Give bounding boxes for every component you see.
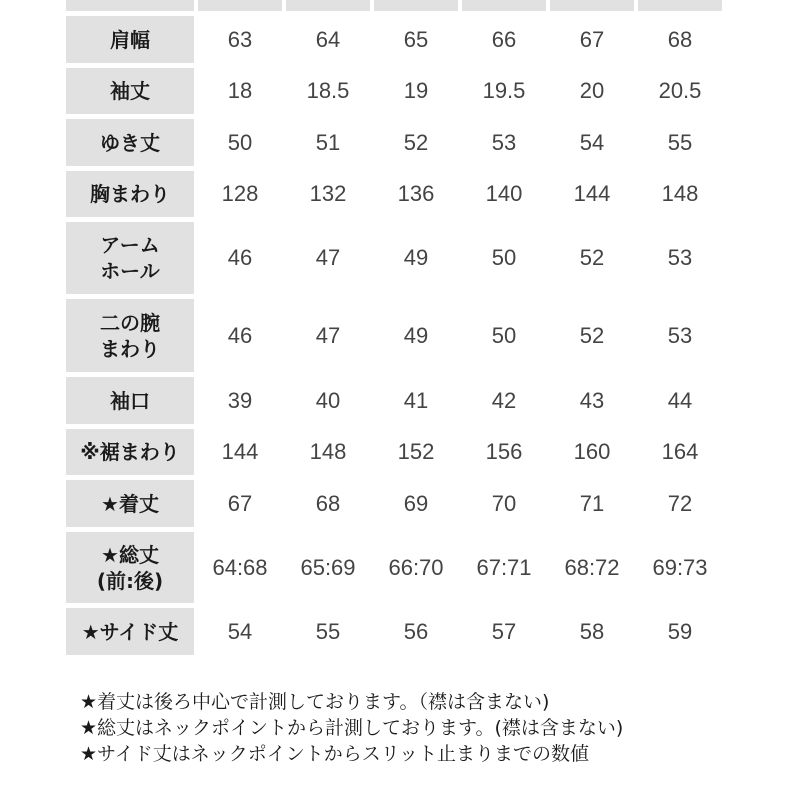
- table-row: [66, 171, 722, 217]
- value-cell: 69: [403, 490, 429, 516]
- value-cell: 63: [227, 26, 253, 52]
- value-cell: 67: [579, 26, 605, 52]
- value-cell: 148: [309, 439, 347, 464]
- table-row: [66, 532, 722, 603]
- value-cell: 52: [403, 129, 429, 155]
- table-row: [66, 429, 722, 475]
- row-label-line: 二の腕: [100, 310, 160, 335]
- value-cell: 50: [491, 322, 517, 348]
- row-label-line: アーム: [100, 233, 160, 257]
- value-cell: 64:68: [212, 554, 268, 580]
- value-cell: 39: [227, 387, 253, 413]
- value-cell: 19.5: [482, 78, 526, 103]
- value-cell: 72: [667, 490, 693, 516]
- value-cell: 46: [227, 322, 253, 348]
- value-cell: 144: [573, 181, 611, 206]
- value-cell: 55: [667, 129, 693, 155]
- value-cell: 152: [397, 439, 435, 464]
- value-cell: 18.5: [306, 78, 350, 103]
- value-cell: 140: [485, 181, 523, 206]
- row-label: ★サイド丈: [66, 608, 194, 655]
- value-cell: 52: [579, 245, 605, 270]
- row-label: 胸まわり: [66, 171, 194, 217]
- measurement-notes: [80, 689, 720, 767]
- header-size-cell: [550, 0, 634, 11]
- header-size-cell: [462, 0, 546, 11]
- value-cell: 40: [315, 387, 341, 413]
- row-label: ★着丈: [66, 480, 194, 527]
- value-cell: 20: [579, 78, 605, 103]
- value-cell: 64: [315, 26, 341, 52]
- value-cell: 128: [221, 181, 259, 206]
- value-cell: 65: [403, 26, 429, 52]
- row-label: 袖丈: [66, 68, 194, 114]
- row-label-line: (前:後): [96, 568, 164, 593]
- value-cell: 43: [579, 387, 605, 413]
- value-cell: 68:72: [564, 554, 620, 580]
- value-cell: 44: [667, 387, 693, 413]
- value-cell: 52: [579, 322, 605, 348]
- value-cell: 20.5: [658, 78, 702, 103]
- value-cell: 47: [315, 245, 341, 270]
- value-cell: 160: [573, 439, 611, 464]
- row-label: ゆき丈: [66, 119, 194, 166]
- value-cell: 18: [227, 78, 253, 103]
- table-row: [66, 119, 722, 166]
- value-cell: 55: [315, 618, 341, 644]
- value-cell: 68: [315, 490, 341, 516]
- value-cell: 70: [491, 490, 517, 516]
- row-label: [66, 299, 194, 372]
- row-label-line: ★総丈: [101, 542, 159, 567]
- header-corner-cell: [66, 0, 194, 11]
- value-cell: 50: [491, 245, 517, 270]
- value-cell: 42: [491, 387, 517, 413]
- value-cell: 68: [667, 26, 693, 52]
- value-cell: 56: [403, 618, 429, 644]
- value-cell: 50: [227, 129, 253, 155]
- value-cell: 53: [491, 129, 517, 155]
- value-cell: 156: [485, 439, 523, 464]
- value-cell: 65:69: [300, 554, 356, 580]
- value-cell: 136: [397, 181, 435, 206]
- header-size-cell: [638, 0, 722, 11]
- value-cell: 58: [579, 618, 605, 644]
- value-cell: 144: [221, 439, 259, 464]
- table-row: [66, 68, 722, 114]
- value-cell: 67:71: [476, 554, 532, 580]
- value-cell: 59: [667, 618, 693, 644]
- note-line: ★着丈は後ろ中心で計測しております。（襟は含まない): [80, 691, 550, 713]
- table-row: [66, 16, 722, 63]
- table-row: [66, 608, 722, 655]
- note-line: ★サイド丈はネックポイントからスリット止まりまでの数値: [80, 743, 589, 765]
- value-cell: 19: [403, 78, 429, 103]
- table-header-row: [66, 0, 722, 11]
- value-cell: 53: [667, 322, 693, 348]
- table-row: [66, 480, 722, 527]
- row-label-line: ホール: [100, 259, 160, 283]
- row-label: 袖口: [66, 377, 194, 424]
- value-cell: 164: [661, 439, 699, 464]
- header-size-cell: [374, 0, 458, 11]
- table-row: [66, 299, 722, 372]
- size-chart-table: [62, 0, 726, 660]
- value-cell: 66:70: [388, 554, 444, 580]
- value-cell: 132: [309, 181, 347, 206]
- value-cell: 54: [227, 618, 253, 644]
- value-cell: 47: [315, 322, 341, 348]
- table-row: [66, 222, 722, 294]
- value-cell: 57: [491, 618, 517, 644]
- value-cell: 46: [227, 245, 253, 270]
- row-label: [66, 222, 194, 294]
- row-label: 肩幅: [66, 16, 194, 63]
- note-line: ★総丈はネックポイントから計測しております。(襟は含まない): [80, 717, 624, 739]
- value-cell: 49: [403, 322, 429, 348]
- value-cell: 148: [661, 181, 699, 206]
- value-cell: 53: [667, 245, 693, 270]
- table-row: [66, 377, 722, 424]
- value-cell: 67: [227, 490, 253, 516]
- value-cell: 51: [315, 129, 341, 155]
- value-cell: 54: [579, 129, 605, 155]
- value-cell: 66: [491, 26, 517, 52]
- row-label-line: まわり: [100, 336, 160, 361]
- value-cell: 71: [579, 490, 605, 516]
- value-cell: 41: [403, 387, 429, 413]
- header-size-cell: [198, 0, 282, 11]
- row-label: [66, 532, 194, 603]
- row-label: ※裾まわり: [66, 429, 194, 475]
- value-cell: 69:73: [652, 554, 708, 580]
- value-cell: 49: [403, 245, 429, 270]
- header-size-cell: [286, 0, 370, 11]
